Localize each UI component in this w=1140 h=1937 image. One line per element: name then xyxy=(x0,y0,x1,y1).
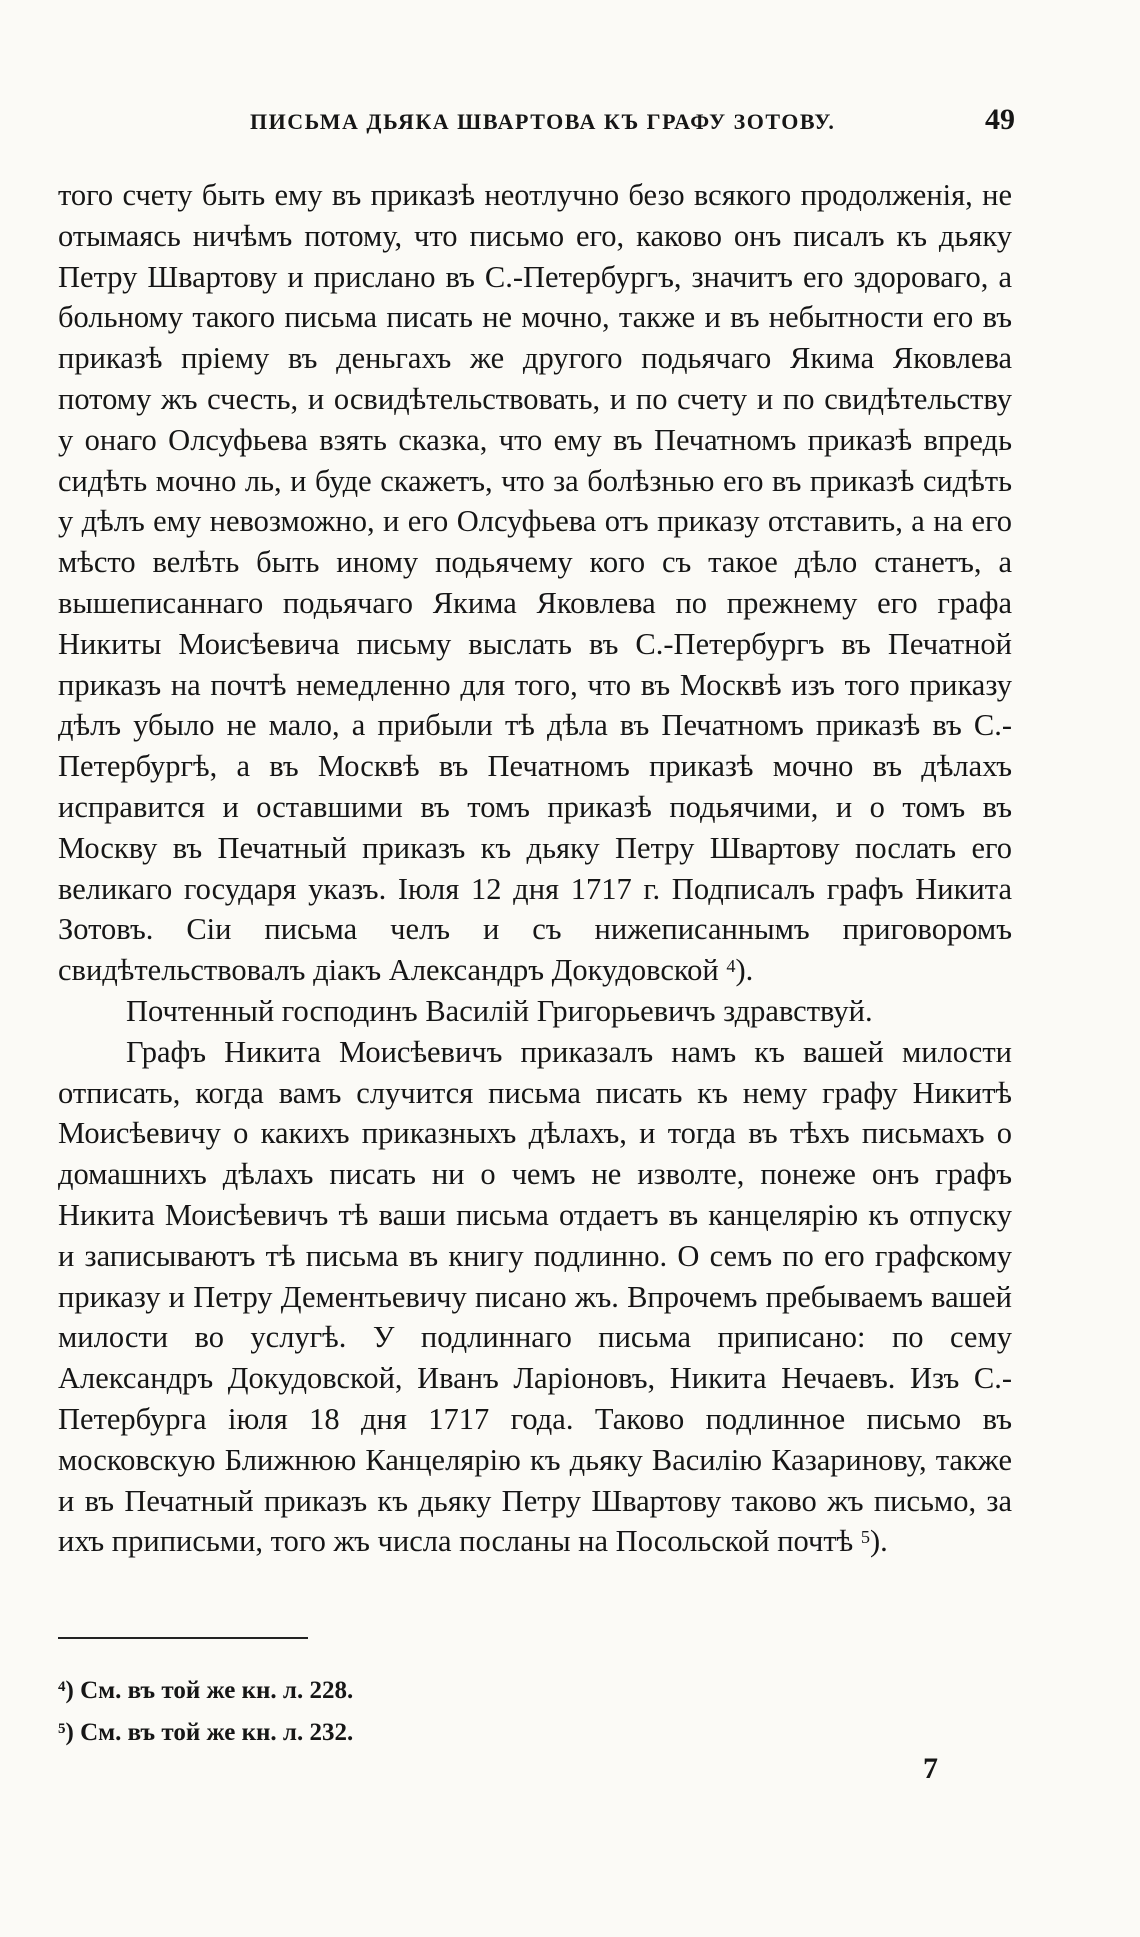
paragraph-tail: ). xyxy=(870,1524,888,1559)
signature-mark: 7 xyxy=(923,1752,938,1785)
page-header xyxy=(250,103,1015,137)
footnote-mark: 4 xyxy=(58,1679,66,1696)
footnote-text: ) См. въ той же кн. л. 228. xyxy=(65,1677,354,1704)
paragraph xyxy=(58,1032,1012,1562)
footnote-ref[interactable]: 5 xyxy=(860,1527,870,1548)
footnote-mark: 5 xyxy=(58,1721,66,1738)
footnote-ref[interactable]: 4 xyxy=(726,955,736,976)
paragraph-text: того счету быть ему въ приказѣ неотлучно безо всякого продолженія, не отымаясь ничѣмъ потому, что письмо его, каково онъ писалъ къ дьяку Петру Швартову и прислано въ С.-Петербургъ, значитъ его здороваго, а больному такого письма писать не мочно, также и въ небытности его въ приказѣ пріему въ деньгахъ же другого подьячаго Якима Яковлева потому жъ счесть, и освидѣтельствовать, и по счету и по свидѣтельству у онаго Олсуфьева взять сказка, что ему въ Печатномъ приказѣ впредь сидѣть мочно ль, и буде скажетъ, что за болѣзнью его въ приказѣ сидѣть у дѣлъ ему невозможно, и его Олсуфьева отъ приказу отставить, а на его мѣсто велѣть быть иному подьячему кого съ такое дѣло станетъ, а вышеписаннаго подьячаго Якима Яковлева по прежнему его графа Никиты Моисѣевича письму выслать въ С.-Петербургъ въ Печатной приказъ на почтѣ немедленно для того, что въ Москвѣ изъ того приказу дѣлъ убыло не мало, а прибыли тѣ дѣла въ Печатномъ приказѣ въ С.-Петербургѣ, а въ Москвѣ въ Печатномъ приказѣ мочно въ дѣлахъ исправится и оставшими въ томъ приказѣ подьячими, и о томъ въ Москву въ Печатный приказъ къ дьяку Петру Швартову послать его великаго государя указъ. Іюля 12 дня 1717 г. Подписалъ графъ Никита Зотовъ. Сіи письма челъ и съ нижеписаннымъ приговоромъ свидѣтельствовалъ діакъ Александръ Докудовской xyxy=(58,178,1012,988)
running-head: ПИСЬМА ДЬЯКА ШВАРТОВА КЪ ГРАФУ ЗОТОВУ. xyxy=(250,109,836,134)
body-text xyxy=(58,175,1012,1562)
paragraph xyxy=(58,991,1012,1032)
footnote xyxy=(58,1670,758,1712)
footnote-text: ) См. въ той же кн. л. 232. xyxy=(65,1719,354,1746)
footnotes xyxy=(58,1670,758,1754)
paragraph xyxy=(58,175,1012,991)
paragraph-text: Почтенный господинъ Василій Григорьевичъ здравствуй. xyxy=(126,993,873,1028)
page-number: 49 xyxy=(985,103,1015,136)
paragraph-tail: ). xyxy=(735,953,754,988)
footnote xyxy=(58,1712,758,1754)
paragraph-text: Графъ Никита Моисѣевичъ приказалъ намъ къ вашей милости отписать, когда вамъ случится письма писать къ нему графу Никитѣ Моисѣевичу о какихъ приказныхъ дѣлахъ, и тогда въ тѣхъ письмахъ о домашнихъ дѣлахъ писать ни о чемъ не изволте, понеже онъ графъ Никита Моисѣевичъ тѣ ваши письма отдаетъ въ канцелярію къ отпуску и записываютъ тѣ письма въ книгу подлинно. О семъ по его графскому приказу и Петру Дементьевичу писано жъ. Впрочемъ пребываемъ вашей милости во услугѣ. У подлиннаго письма приписано: по сему Александръ Докудовской, Иванъ Ларіоновъ, Никита Нечаевъ. Изъ С.-Петербурга іюля 18 дня 1717 года. Таково подлинное письмо въ московскую Ближнюю Канцелярію къ дьяку Василію Казаринову, также и въ Печатный приказъ къ дьяку Петру Швартову таково жъ письмо, за ихъ приписьми, того жъ числа посланы на Посольской почтѣ xyxy=(58,1034,1012,1559)
footnote-divider xyxy=(58,1637,308,1639)
